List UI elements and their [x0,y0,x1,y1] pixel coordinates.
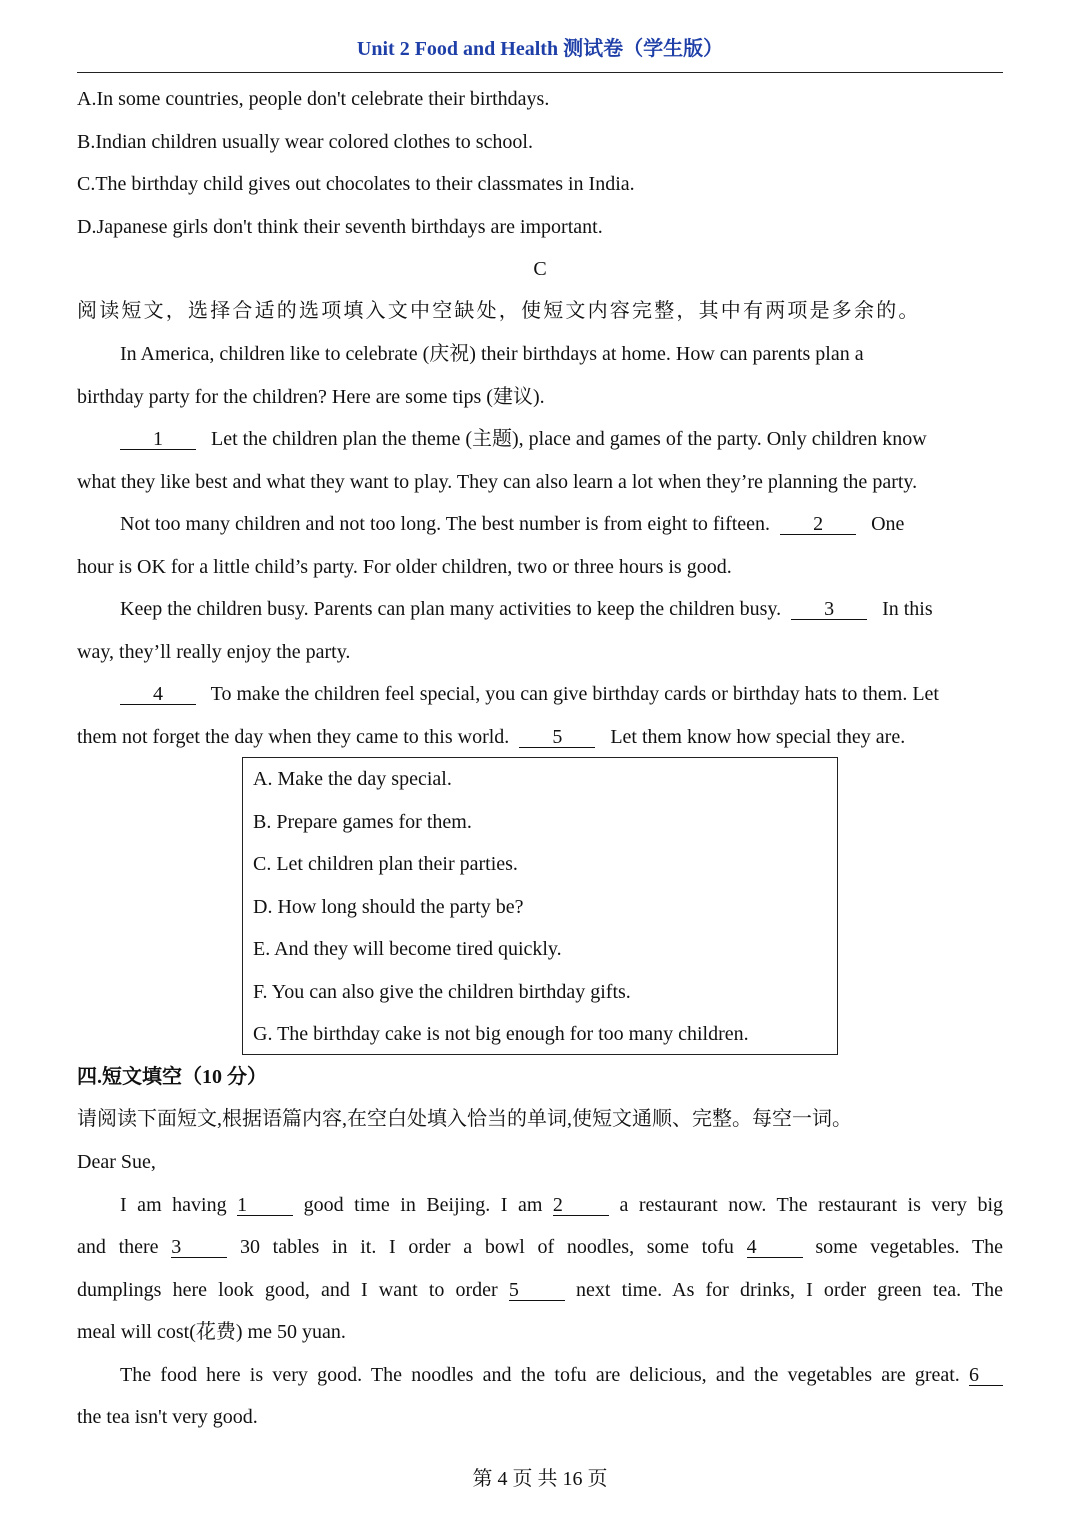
fill-blank-6[interactable]: 6 [969,1365,1003,1386]
para5-line2 [77,725,1003,749]
answer-blank-3[interactable]: 3 [791,599,867,620]
fill-blank-3[interactable]: 3 [171,1237,227,1258]
para4-text-b: In this [882,598,933,620]
page-header: Unit 2 Food and Health 测试卷（学生版） [356,38,724,60]
letter-line1 [120,1193,1003,1217]
letter-greeting: Dear Sue, [77,1151,156,1173]
letter-text-5a: The food here is very good. The noodles and the tofu are delicious, and the vegetables are great. [120,1364,960,1386]
header-divider [77,72,1003,73]
letter-line2 [77,1235,1003,1259]
section-c-instruction: 阅读短文，选择合适的选项填入文中空缺处，使短文内容完整，其中有两项是多余的。 [77,300,921,322]
para5-text-a: them not forget the day when they came to this world. [77,726,510,748]
para4-line2: way, they’ll really enjoy the party. [77,641,351,663]
option-a: A. Make the day special. [253,768,452,790]
letter-line3 [77,1278,1003,1302]
letter-text-1b: good time in Beijing. I am [303,1194,543,1216]
option-e: E. And they will become tired quickly. [253,938,562,960]
letter-text-2a: and there [77,1236,159,1258]
para5-text: To make the children feel special, you can give birthday cards or birthday hats to them. Let [210,683,939,705]
para1-line2: birthday party for the children? Here are some tips (建议). [77,386,545,408]
para5-text-b: Let them know how special they are. [610,726,906,748]
para2-line1 [120,427,1003,451]
prev-option-c: C.The birthday child gives out chocolates to their classmates in India. [77,173,635,195]
letter-line5 [120,1363,1003,1387]
page-footer: 第 4 页 共 16 页 [472,1468,608,1490]
answer-blank-2[interactable]: 2 [780,514,856,535]
prev-option-a: A.In some countries, people don't celebrate their birthdays. [77,88,550,110]
letter-line4: meal will cost(花费) me 50 yuan. [77,1321,346,1343]
letter-text-1c: a restaurant now. The restaurant is very big [619,1194,1004,1216]
option-d: D. How long should the party be? [253,896,524,918]
para3-text-a: Not too many children and not too long. The best number is from eight to fifteen. [120,513,771,535]
para3-line1 [120,512,1003,536]
prev-option-b: B.Indian children usually wear colored clothes to school. [77,131,533,153]
fill-blank-2[interactable]: 2 [553,1195,609,1216]
letter-text-2c: some vegetables. The [815,1236,1004,1258]
para3-text-b: One [871,513,905,535]
fill-blank-5[interactable]: 5 [509,1280,565,1301]
letter-line6: the tea isn't very good. [77,1406,258,1428]
option-g: G. The birthday cake is not big enough for too many children. [253,1023,749,1045]
para2-line2: what they like best and what they want to play. They can also learn a lot when they’re planning the party. [77,471,918,493]
option-c: C. Let children plan their parties. [253,853,518,875]
option-f: F. You can also give the children birthday gifts. [253,981,631,1003]
para4-text-a: Keep the children busy. Parents can plan many activities to keep the children busy. [120,598,782,620]
para5-line1 [120,682,1003,706]
letter-text-1a: I am having [120,1194,227,1216]
answer-blank-4[interactable]: 4 [120,684,196,705]
fill-blank-4[interactable]: 4 [747,1237,803,1258]
fill-blank-1[interactable]: 1 [237,1195,293,1216]
option-b: B. Prepare games for them. [253,811,472,833]
letter-text-2b: 30 tables in it. I order a bowl of noodles, some tofu [239,1236,734,1258]
para1-line1: In America, children like to celebrate (庆祝) their birthdays at home. How can parents plan a [120,343,864,365]
letter-text-3a: dumplings here look good, and I want to order [77,1279,498,1301]
answer-blank-5[interactable]: 5 [519,727,595,748]
section-letter: C [533,258,547,280]
para2-text: Let the children plan the theme (主题), place and games of the party. Only children know [211,428,927,450]
prev-option-d: D.Japanese girls don't think their seventh birthdays are important. [77,216,603,238]
letter-text-3b: next time. As for drinks, I order green tea. The [576,1279,1003,1301]
section-4-instruction: 请阅读下面短文,根据语篇内容,在空白处填入恰当的单词,使短文通顺、完整。每空一词。 [77,1108,852,1130]
section-4-title: 四.短文填空（10 分） [77,1066,267,1088]
para4-line1 [120,597,1003,621]
para3-line2: hour is OK for a little child’s party. For older children, two or three hours is good. [77,556,732,578]
answer-blank-1[interactable]: 1 [120,429,196,450]
